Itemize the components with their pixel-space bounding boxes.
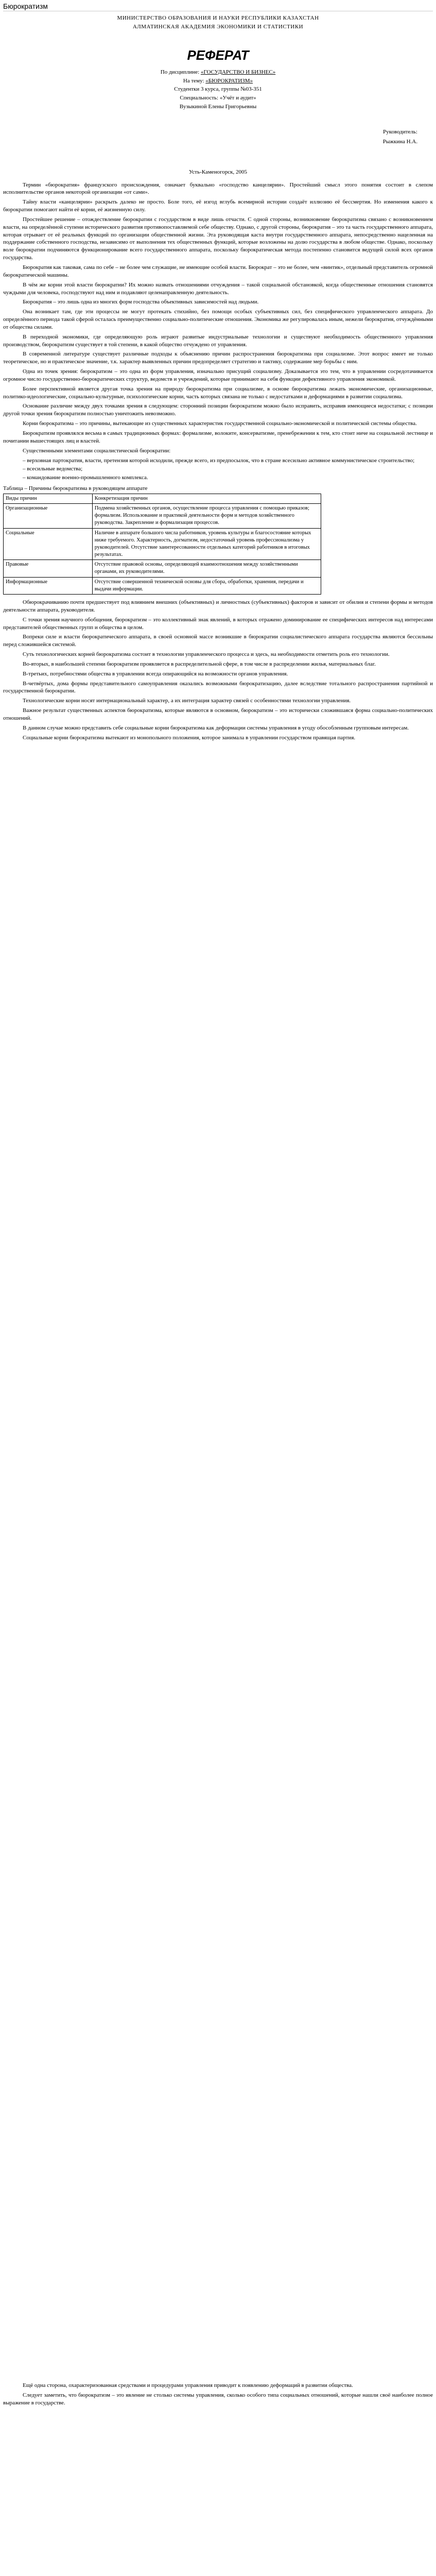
body-paragraph: Бюрократия как таковая, сама по себе – не более чем служащие, не имеющие особой власти. Бюрократ – это не более, чем «винтик», отдельный представитель огромной бюрократической машины. [3,264,433,278]
list-item: – верховная партократия, власти, претензия которой исходили, прежде всего, из предпосылок, что в стране всесильно активное коммунистическое строительство; [23,457,415,464]
document-header-title: Бюрократизм [3,0,433,11]
table-cell: Отсутствие правовой основы, определяющей взаимоотношения между хозяйственными органами, их руководителями. [92,560,321,577]
body-paragraph: Более перспективной является другая точка зрения на природу бюрократизма при социализме, в основе бюрократизма лежать экономические, организационные, политико-идеологические, социально-культурные, психологические корни, часть которых связана не только с недостатками и деформациями в развитии социализма. [3,385,433,400]
body-paragraph: Корни бюрократизма – это причины, вытекающие из существенных характеристик государственной социально-экономической и политической системы общества. [23,420,417,427]
supervisor-label: Руководитель: [383,129,417,135]
body-paragraph: Важное результат существенных аспектов бюрократизма, которые являются в основном, бюрократизм – это исторически сложившаяся форма социально-политических отношений. [3,707,433,721]
discipline-value: «ГОСУДАРСТВО И БИЗНЕС» [200,69,276,75]
body-paragraph: В переходной экономики, где определяющую роль играют развитые индустриальные технологии и существуют необходимость общественного управления производством, бюрократизм существует в той степени, в какой общество отчуждено от управления. [3,333,433,348]
body-paragraph: Основание различие между двух точками зрения в следующем: сторонний позиции бюрократизм можно было исправить, исправив имеющиеся недостатки; с позиции другой точки зрения бюрократизм полностью уничтожить невозможно. [3,403,433,417]
table-cell: Подмена хозяйственных органов, осуществление процесса управления с помощью приказов; формализм. Использование и практикой деятельности форм и методов хозяйственного руководства. Закрепление и формализация процессов. [92,504,321,529]
topic-value: «БЮРОКРАТИЗМ» [205,77,253,84]
table-header-row [4,494,321,503]
table-row [4,560,321,577]
student-name: Вузыкиной Елены Григорьевны [179,104,257,110]
body-paragraph: Социальные корни бюрократизма вытекают из монопольного положения, которое занимала в управлении государством правящая партия. [23,734,356,741]
table-cell: Наличие в аппарате большого числа работников, уровень культуры и благосостояние которых ниже требуемого. Характерность, догматизм, недостаточный уровень профессионализма у руководителей. Отсутствие заинтересованности отдельных категорий работников в итоговых результатах. [92,528,321,560]
discipline-line [3,69,433,76]
continuation-text-area [3,743,433,2382]
body-paragraph: Существенными элементами социалистической бюрократии: [23,447,171,454]
table-caption: Таблица – Причины бюрократизма в руководящем аппарате [3,485,148,492]
body-paragraph: Вопреки силе и власти бюрократического аппарата, в своей основной массе возникшие в бюрократии социалистического аппарата государства являются бессильны перед сложившейся системой. [3,634,433,648]
body-paragraph: Термин «бюрократия» французского происхождения, означает буквально «господство канцелярии». Простейший смысл этого понятия состоит в слепом исполнительстве органов некоторой организации «от сами». [3,181,433,196]
table-header-cell: Конкретизация причин [92,494,321,503]
table-cell: Социальные [4,528,93,560]
table-cell: Отсутствие совершенной технической основы для сбора, обработки, хранения, передачи и выдачи информации. [92,577,321,594]
body-paragraph: Она возникает там, где эти процессы не могут протекать стихийно, без помощи особых субъективных сил, без специфического управленческого аппарата. До определённого периода такой сферой осталась преимущественно социально-политические отношения. Экономика же регулировалась иным, нежели бюрократия, отчуждёнными от общества силами. [3,309,433,330]
supervisor-name: Рыжкина Н.А. [382,138,417,145]
body-paragraph: В-третьих, потребностями общества в управлении всегда опирающийся на возможности органов управления. [23,670,288,677]
table-cell: Правовые [4,560,93,577]
table-cell: Информационные [4,577,93,594]
body-paragraph: В современной литературе существует различные подходы к объяснению причин распространения бюрократизма при социализме. Этот вопрос имеет не только теоретическое, но и практическое значение, т.к. характер выявленных причин предопределяет стратегию и тактику, содержание мер борьбы с ним. [3,351,433,365]
city-year: Усть-Каменогорск, 2005 [188,168,248,175]
body-paragraph: В данном случае можно представить себе социальные корни бюрократизма как деформации системы управления в угоду обособленным групповым интересам. [23,724,409,731]
body-paragraph: Бюрократизм проявлялся весьма в самых традиционных формах: формализме, волоките, консерватизме, пренебрежении к тем, кто стоит ниче на социальной лестнице и почитании вышестоящих лиц и властей. [3,430,433,444]
table-row [4,577,321,594]
body-paragraph: Обюрокрачиванию почти предшествует под влиянием внешних (объективных) и личностных (субъективных) факторов и зависит от обилия и степени формы и методов деятельности аппарата, руководителя. [3,599,433,613]
body-paragraph: В-четвёртых, дома формы представительного самоуправления оказались возможными бюрократизацию, далее вследствие тотального распространения партийной и государственной бюрократии. [3,680,433,694]
table-row [4,528,321,560]
list-item: – командование военно-промышленного комплекса. [23,474,148,481]
body-paragraph: В чём же корни этой власти бюрократии? Их можно назвать отношениями отчуждения – такой социальной обстановкой, когда общественные отношения становятся чуждыми для человека, господствуют над ним и подавляют целенаправленную деятельность. [3,281,433,296]
student-line: Студентки 3 курса, группы №03-351 [174,86,262,93]
academy-name: АЛМАТИНСКАЯ АКАДЕМИЯ ЭКОНОМИКИ И СТАТИСТИКИ [132,23,304,30]
elements-list [3,457,433,482]
body-paragraph: Следует заметить, что бюрократизм – это явление не столько системы управления, сколько особого типа социальных отношений, которые нашли своё наиболее полное выражение в государстве. [3,2392,433,2406]
body-paragraph: Одна из точек зрения: бюрократизм – это одна из форм управления, изначально присущий социализму. Доказывается это тем, что в управлении сосредотачивается огромное число государственно-бюрократических структур, ведомств и учреждений, которые принимают на себя функции дефективного управления экономикой. [3,368,433,382]
topic-label: На тему: [183,77,204,84]
body-paragraph: Простейшее решение – отождествление бюрократии с государством в виде лишь отчасти. С одной стороны, возникновение бюрократизма связано с возникновением власти, на определённой ступени исторического развития противопоставляемой себе обществу. Однако, с другой стороны, бюрократия – это та часть государственного аппарата, которая отрывает от её реальных функций по организации общественной жизни. Эта руководящая каста внутри государственного аппарата, непосредственно нацеленная на поддержание собственного господства, независимо от выполнения тех общественных функций, которые возложены на долю государства в любом обществе. Однако, поскольку воле бюрократии подчиняются функционирование всего государственного аппарата, поскольку бюрократическая метода постепенно становится ведущей силой всех органов государства. [3,216,433,261]
causes-table [3,494,321,595]
body-paragraph: Тайну власти «канцелярии» раскрыть далеко не просто. Боле того, её изгод вглубь всемирной истории создаёт иллюзию её бессмертия. Но изменения какого к бюрократии помогают найти её корни, её жизненную силу. [3,199,433,213]
body-paragraph: Бюрократия – это лишь одна из многих форм господства объективных зависимостей над людьми. [23,299,259,306]
discipline-label: По дисциплине: [160,69,200,75]
table-cell: Организационные [4,504,93,529]
body-paragraph: Ещё одна сторона, охарактеризованная средствами и процедурами управления приводит к появлению деформаций в развитии общества. [23,2382,353,2389]
list-item: – всесильные ведомства; [23,466,83,472]
table-row [4,504,321,529]
topic-line [3,77,433,85]
speciality-line: Специальность: «Учёт и аудит» [180,95,256,101]
body-paragraph: Технологические корни носят интернациональный характер, а их интеграция характер связей с особенностями технологии управления. [23,698,351,704]
body-paragraph: Во-вторых, в наибольшей степени бюрократизм проявляется в распределительной сфере, в том числе в распределении жилья, материальных благ. [23,660,376,667]
body-paragraph: Суть технологических корней бюрократизма состоит в технологии управленческого процесса и здесь, на необходимости отметить роль его технологии. [23,651,390,658]
ministry-name: МИНИСТЕРСТВО ОБРАЗОВАНИЯ И НАУКИ РЕСПУБЛИКИ КАЗАХСТАН [117,15,319,21]
table-header-cell: Виды причин [4,494,93,503]
body-paragraph: С точки зрения научного обобщения, бюрократизм – это коллективный знак явлений, в которых отражено доминирование ее специфических интересов над интересами представителей общественных групп и общества в целом. [3,616,433,631]
document-type-title: РЕФЕРАТ [187,47,249,63]
